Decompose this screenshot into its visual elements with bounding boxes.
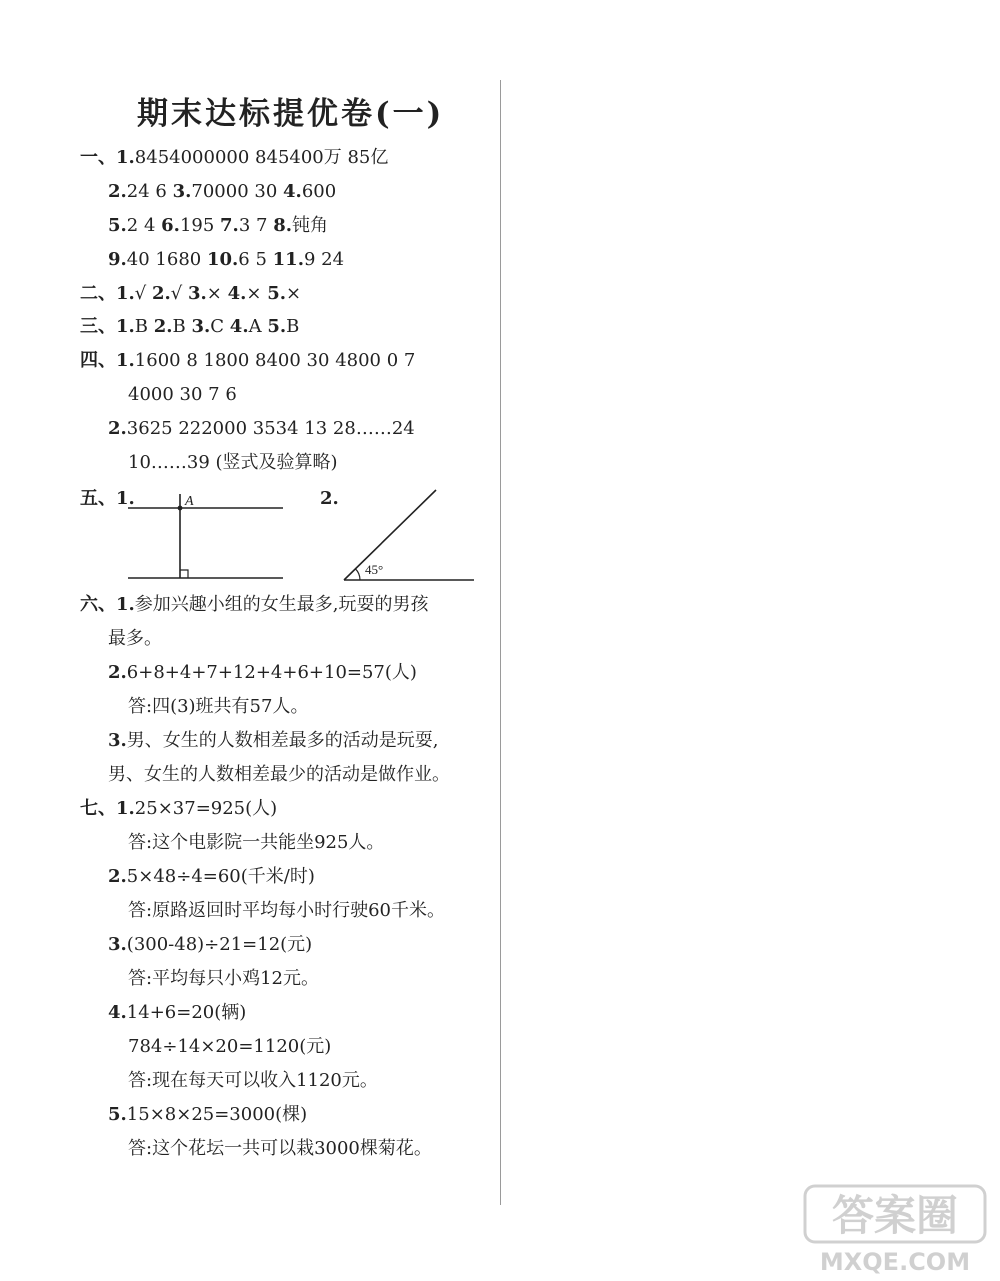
question-number: 五、1. <box>80 488 135 509</box>
question-number: 10. <box>206 249 239 270</box>
answer-line <box>108 730 439 752</box>
answer-line <box>80 350 415 372</box>
question-number: 一、1. <box>80 147 135 168</box>
question-number: 4. <box>229 316 249 337</box>
answer-line <box>108 934 312 956</box>
answer-text: 答:四(3)班共有57人。 <box>128 696 309 717</box>
answer-line <box>108 628 162 650</box>
answer-text: 答:原路返回时平均每小时行驶60千米。 <box>128 900 445 921</box>
question-number: 七、1. <box>80 798 135 819</box>
question-number: 5. <box>267 316 287 337</box>
answer-text: 784÷14×20=1120(元) <box>128 1036 332 1057</box>
answer-text: 6 5 <box>238 249 273 270</box>
answer-text: 10……39 (竖式及验算略) <box>128 452 338 473</box>
question-number: 3. <box>108 730 127 751</box>
answer-line <box>108 1104 307 1126</box>
question-number: 2. <box>153 316 173 337</box>
answer-line <box>108 1002 246 1024</box>
point-a-label: A <box>185 494 194 509</box>
answer-text: A <box>248 316 268 337</box>
question-number: 3. <box>188 283 207 304</box>
question-number: 二、1. <box>80 283 135 304</box>
answer-text: B <box>286 316 300 337</box>
question-number: 3. <box>108 934 127 955</box>
answer-text: 24 6 <box>126 181 173 202</box>
answer-text: B <box>172 316 192 337</box>
answer-line <box>128 452 338 474</box>
answer-line <box>108 866 315 888</box>
answer-line <box>128 832 384 854</box>
answer-text: B <box>134 316 154 337</box>
answer-text: 600 <box>301 181 337 202</box>
answer-text: C <box>210 316 230 337</box>
question-number: 四、1. <box>80 350 135 371</box>
answer-text: 195 <box>179 215 221 236</box>
question-number: 2. <box>320 488 339 509</box>
answer-text: × <box>206 283 228 304</box>
answer-text: 40 1680 <box>126 249 207 270</box>
answer-text: 25×37=925(人) <box>134 798 278 819</box>
answer-text: (300-48)÷21=12(元) <box>126 934 313 955</box>
answer-text: 14+6=20(辆) <box>126 1002 247 1023</box>
question-number: 11. <box>272 249 304 270</box>
answer-text: 4000 30 7 6 <box>128 384 237 405</box>
answer-text: × <box>286 283 302 304</box>
answer-line <box>108 662 417 684</box>
answer-text: 答:这个电影院一共能坐925人。 <box>128 832 385 853</box>
question-number: 4. <box>108 1002 127 1023</box>
question-number: 2. <box>108 866 127 887</box>
answer-line <box>80 594 429 616</box>
answer-line <box>80 798 277 820</box>
question-number: 2. <box>108 418 127 439</box>
answer-text: √ <box>134 283 152 304</box>
question-number: 4. <box>227 283 247 304</box>
answer-text: 钝角 <box>291 215 328 236</box>
question-number: 9. <box>108 249 127 270</box>
answer-line <box>128 968 319 990</box>
question-number: 6. <box>161 215 180 236</box>
answer-line <box>128 1138 432 1160</box>
answer-text: 2 4 <box>126 215 162 236</box>
question-number: 3. <box>191 316 211 337</box>
question-number: 7. <box>220 215 239 236</box>
watermark-url: MXQE.COM <box>819 1248 971 1276</box>
answer-text: 答:现在每天可以收入1120元。 <box>128 1070 378 1091</box>
answer-text: 最多。 <box>108 628 162 649</box>
answer-line <box>128 1070 378 1092</box>
answer-line <box>80 147 388 169</box>
answer-text: 男、女生的人数相差最多的活动是玩耍, <box>126 730 439 751</box>
answer-line <box>108 181 336 203</box>
answer-text: 15×8×25=3000(棵) <box>126 1104 308 1125</box>
figure-45-angle <box>340 488 480 583</box>
answer-line <box>80 283 301 305</box>
watermark-logo <box>803 1182 988 1277</box>
answer-text: 参加兴趣小组的女生最多,玩耍的男孩 <box>134 594 429 615</box>
watermark-title: 答案圈 <box>831 1191 959 1240</box>
answer-line <box>320 488 339 510</box>
answer-text: 3625 222000 3534 13 28……24 <box>126 418 415 439</box>
answer-text: × <box>246 283 268 304</box>
answer-text: 8454000000 845400万 85亿 <box>134 147 389 168</box>
answer-line <box>108 249 344 271</box>
figure-perpendicular <box>128 488 288 583</box>
question-number: 5. <box>108 215 127 236</box>
question-number: 5. <box>267 283 287 304</box>
answer-text: √ <box>170 283 188 304</box>
answer-line <box>80 488 135 510</box>
answer-text: 5×48÷4=60(千米/时) <box>126 866 315 887</box>
answer-text: 9 24 <box>303 249 345 270</box>
question-number: 2. <box>108 181 127 202</box>
answer-line <box>128 900 445 922</box>
answer-text: 答:平均每只小鸡12元。 <box>128 968 319 989</box>
answer-line <box>108 764 450 786</box>
answer-line <box>80 316 299 338</box>
answer-line <box>108 215 328 237</box>
answer-text: 70000 30 <box>191 181 284 202</box>
page-title: 期末达标提优卷(一) <box>137 96 445 132</box>
question-number: 2. <box>152 283 171 304</box>
question-number: 3. <box>172 181 192 202</box>
answer-line <box>128 1036 331 1058</box>
answer-text: 1600 8 1800 8400 30 4800 0 7 <box>134 350 416 371</box>
answer-text: 答:这个花坛一共可以栽3000棵菊花。 <box>128 1138 432 1159</box>
answer-line <box>128 384 237 406</box>
answer-line <box>108 418 415 440</box>
question-number: 六、1. <box>80 594 135 615</box>
question-number: 4. <box>283 181 302 202</box>
question-number: 三、1. <box>80 316 135 337</box>
answer-text: 3 7 <box>238 215 274 236</box>
answer-text: 6+8+4+7+12+4+6+10=57(人) <box>126 662 417 683</box>
question-number: 2. <box>108 662 127 683</box>
column-divider <box>500 80 501 1205</box>
angle-label: 45° <box>365 562 384 577</box>
answer-text: 男、女生的人数相差最少的活动是做作业。 <box>108 764 450 785</box>
answer-line <box>128 696 308 718</box>
question-number: 5. <box>108 1104 127 1125</box>
question-number: 8. <box>273 215 292 236</box>
